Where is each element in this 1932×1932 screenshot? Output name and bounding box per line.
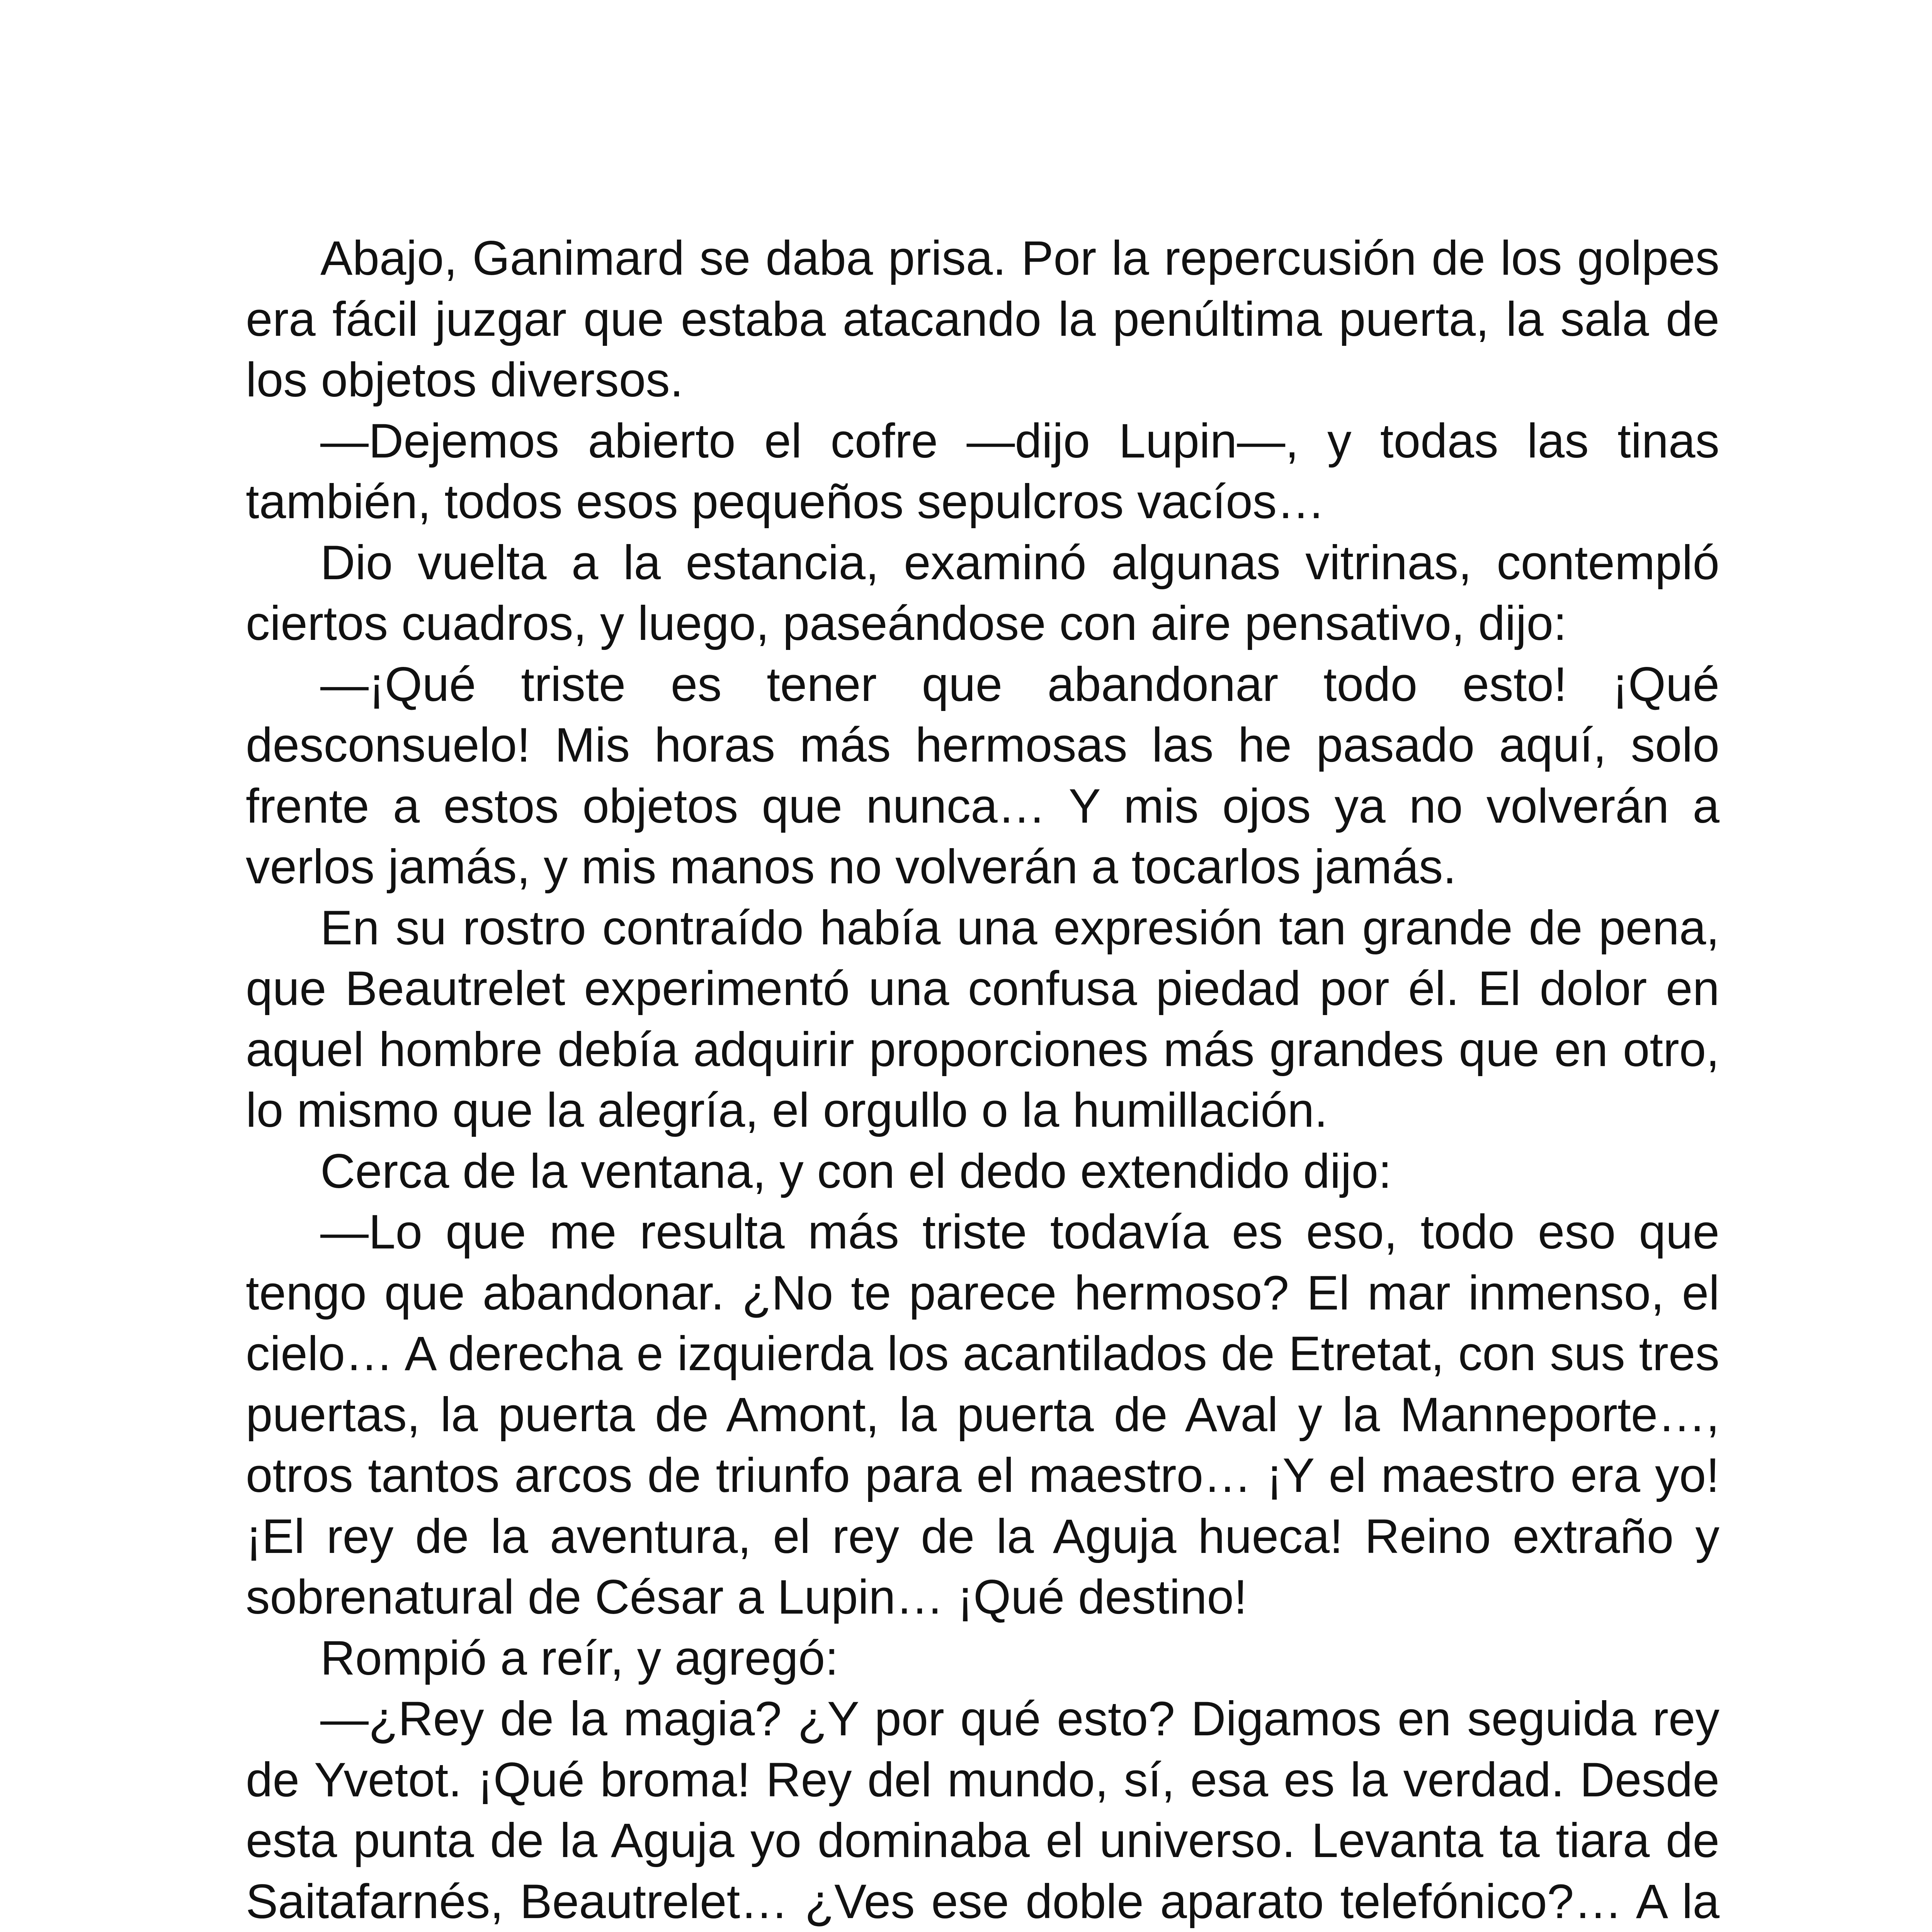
paragraph-7: —Lo que me resulta más triste todavía es eso, todo eso que tengo que abandonar. ¿No te parece hermoso? El mar inmenso, el cielo… A derecha e izquierda los acantilados de Etretat, con sus tres puertas, la puerta de Amont, la puerta de Aval y la Manneporte…, otros tantos arcos de triunfo para el maestro… ¡Y el maestro era yo! ¡El rey de la aventura, el rey de la Aguja hueca! Reino extraño y sobrenatural de César a Lupin… ¡Qué destino! bbox=[246, 1205, 1719, 1624]
paragraph-3: Dio vuelta a la estancia, examinó algunas vitrinas, contempló ciertos cuadros, y luego, paseándose con aire pensativo, dijo: bbox=[246, 536, 1719, 650]
paragraph-1: Abajo, Ganimard se daba prisa. Por la repercusión de los golpes era fácil juzgar que estaba atacando la penúltima puerta, la sala de los objetos diversos. bbox=[246, 231, 1719, 407]
paragraph-5: En su rostro contraído había una expresión tan grande de pena, que Beautrelet experimentó una confusa piedad por él. El dolor en aquel hombre debía adquirir proporciones más grandes que en otro, lo mismo que la alegría, el orgullo o la humillación. bbox=[246, 901, 1719, 1137]
paragraph-6: Cerca de la ventana, y con el dedo extendido dijo: bbox=[320, 1144, 1392, 1198]
paragraph-4: —¡Qué triste es tener que abandonar todo esto! ¡Qué desconsuelo! Mis horas más hermosas las he pasado aquí, solo frente a estos objetos que nunca… Y mis ojos ya no volverán a verlos jamás, y mis manos no volverán a tocarlos jamás. bbox=[246, 657, 1719, 894]
paragraph-8: Rompió a reír, y agregó: bbox=[320, 1631, 838, 1685]
paragraph-9: —¿Rey de la magia? ¿Y por qué esto? Digamos en seguida rey de Yvetot. ¡Qué broma! Rey del mundo, sí, esa es la verdad. Desde esta punta de la Aguja yo dominaba el universo. Levanta ta tiara de Saitafarnés, Beautrelet… ¿Ves ese doble aparato telefónico?… A la bbox=[246, 1692, 1719, 1929]
paragraph-2: —Dejemos abierto el cofre —dijo Lupin—, y todas las tinas también, todos esos pequeños sepulcros vacíos… bbox=[246, 414, 1719, 529]
body-text bbox=[246, 228, 1719, 1932]
